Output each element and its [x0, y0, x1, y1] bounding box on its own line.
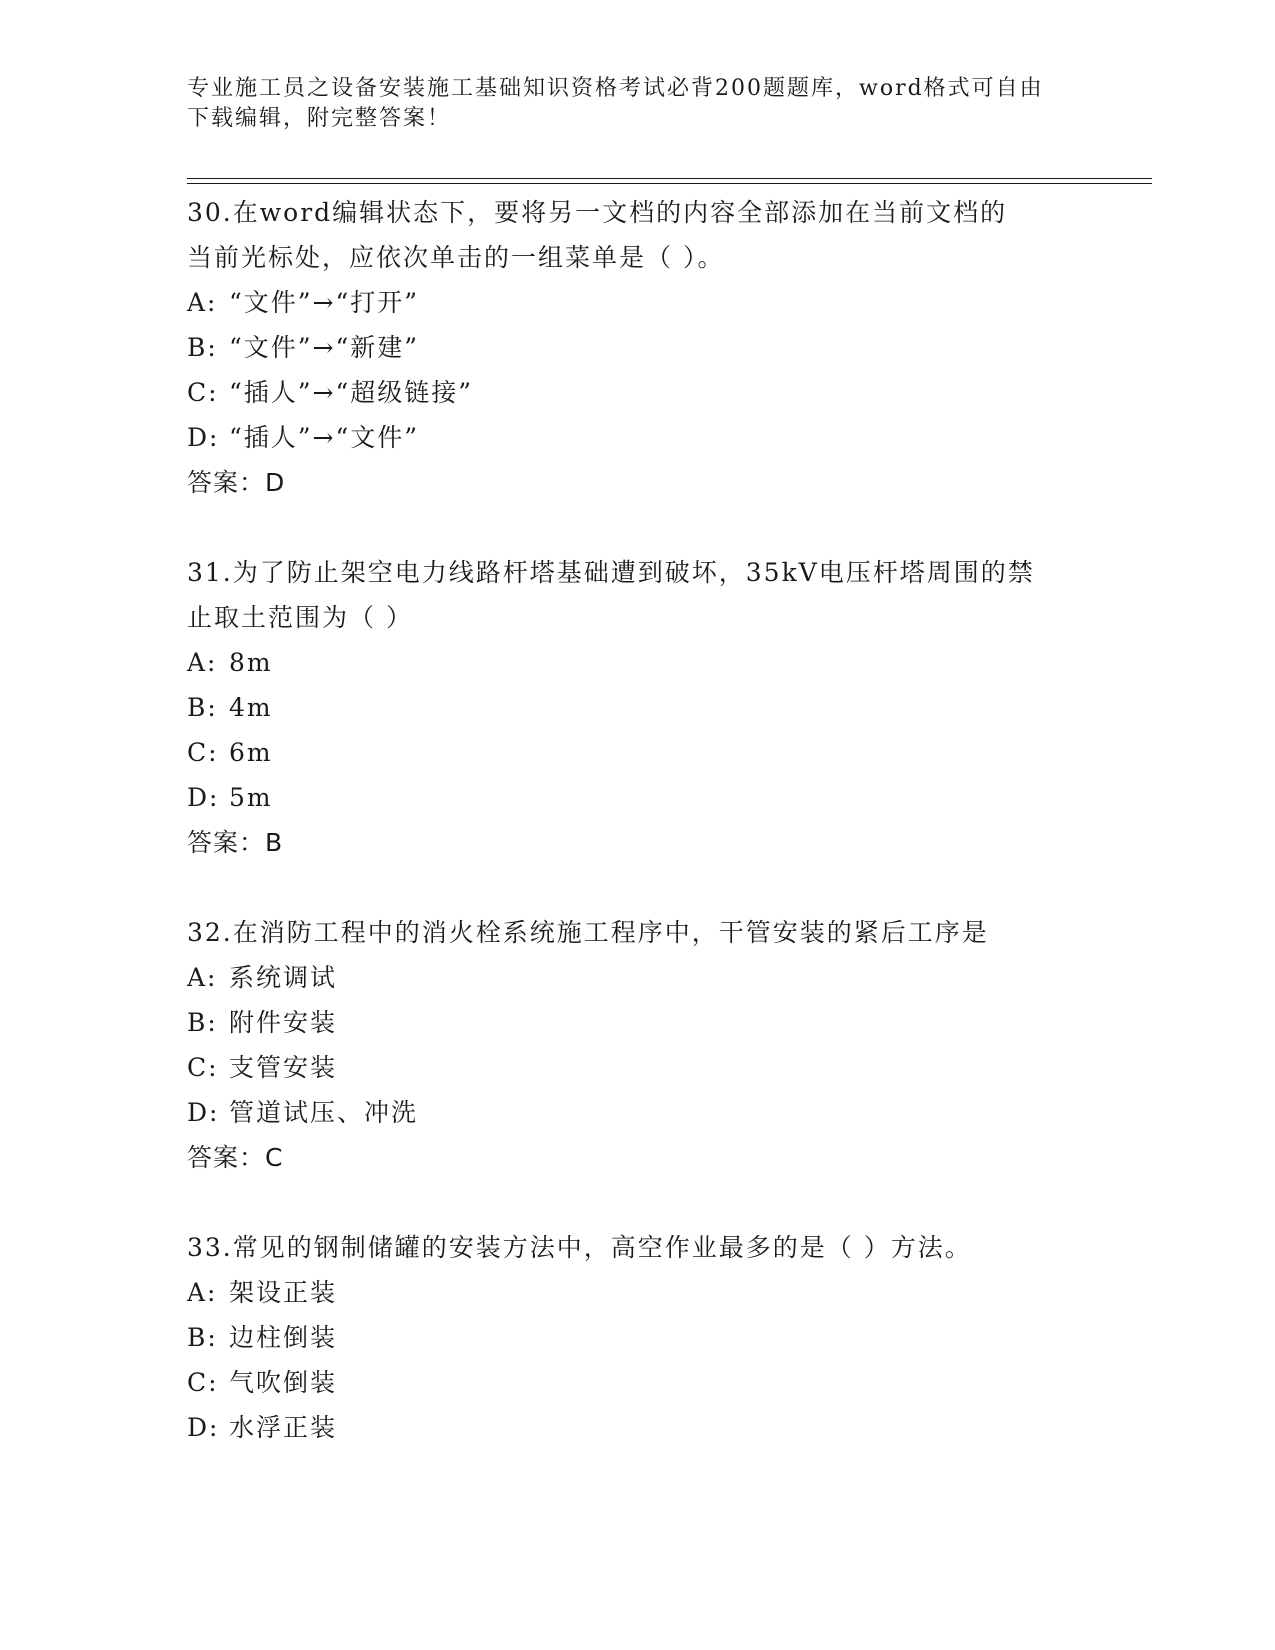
- option-key: D:: [187, 783, 220, 812]
- option-key: B:: [187, 1008, 218, 1037]
- option-b: [187, 325, 1087, 370]
- question-stem-line: 当前光标处，应依次单击的一组菜单是（ ）。: [187, 243, 725, 272]
- option-a: [187, 280, 1087, 325]
- option-key: B:: [187, 693, 218, 722]
- document-header: [187, 74, 1087, 134]
- option-key: D:: [187, 1098, 220, 1127]
- option-text: 系统调试: [229, 963, 338, 992]
- option-b: [187, 1315, 1087, 1360]
- option-key: A:: [187, 288, 218, 317]
- header-line-2: 下载编辑，附完整答案！: [187, 106, 452, 131]
- option-key: B:: [187, 333, 218, 362]
- option-d: [187, 1405, 1087, 1450]
- question-spacer: [187, 1180, 1087, 1225]
- option-key: A:: [187, 1278, 218, 1307]
- option-text: 支管安装: [229, 1053, 338, 1082]
- question-30: [187, 190, 1087, 505]
- header-double-rule: [187, 178, 1152, 184]
- option-key: C:: [187, 738, 219, 767]
- option-b: [187, 1000, 1087, 1045]
- question-stem-line: 31.为了防止架空电力线路杆塔基础遭到破坏，35kV电压杆塔周围的禁: [187, 558, 1035, 587]
- option-text: 5m: [229, 783, 273, 812]
- option-c: [187, 370, 1087, 415]
- option-text: 8m: [229, 648, 273, 677]
- question-spacer: [187, 865, 1087, 910]
- option-key: C:: [187, 378, 219, 407]
- answer-line: 答案：B: [187, 828, 284, 857]
- option-c: [187, 730, 1087, 775]
- option-key: C:: [187, 1053, 219, 1082]
- option-a: [187, 640, 1087, 685]
- option-text: “文件”→“打开”: [229, 288, 420, 317]
- header-line-1: 专业施工员之设备安装施工基础知识资格考试必背200题题库，word格式可自由: [187, 76, 1044, 101]
- option-b: [187, 685, 1087, 730]
- option-text: 气吹倒装: [229, 1368, 338, 1397]
- option-text: 边柱倒装: [229, 1323, 338, 1352]
- option-key: B:: [187, 1323, 218, 1352]
- option-c: [187, 1360, 1087, 1405]
- option-a: [187, 955, 1087, 1000]
- option-text: 6m: [229, 738, 273, 767]
- answer-line: 答案：C: [187, 1143, 284, 1172]
- option-c: [187, 1045, 1087, 1090]
- question-list: [187, 190, 1087, 1450]
- question-31: [187, 550, 1087, 865]
- option-key: D:: [187, 423, 220, 452]
- option-text: 水浮正装: [229, 1413, 338, 1442]
- option-d: [187, 1090, 1087, 1135]
- option-text: 管道试压、冲洗: [229, 1098, 419, 1127]
- option-text: 附件安装: [229, 1008, 338, 1037]
- option-key: C:: [187, 1368, 219, 1397]
- question-stem-line: 32.在消防工程中的消火栓系统施工程序中，干管安装的紧后工序是: [187, 918, 989, 947]
- question-32: [187, 910, 1087, 1180]
- question-stem-line: 33.常见的钢制储罐的安装方法中，高空作业最多的是（ ）方法。: [187, 1233, 972, 1262]
- answer-line: 答案：D: [187, 468, 286, 497]
- option-key: A:: [187, 963, 218, 992]
- option-text: 架设正装: [229, 1278, 338, 1307]
- option-key: D:: [187, 1413, 220, 1442]
- option-text: 4m: [229, 693, 273, 722]
- question-33: [187, 1225, 1087, 1450]
- option-d: [187, 415, 1087, 460]
- option-key: A:: [187, 648, 218, 677]
- question-spacer: [187, 505, 1087, 550]
- question-stem-line: 止取土范围为（ ）: [187, 603, 413, 632]
- option-text: “插人”→“超级链接”: [229, 378, 474, 407]
- option-a: [187, 1270, 1087, 1315]
- option-text: “插人”→“文件”: [229, 423, 420, 452]
- option-text: “文件”→“新建”: [229, 333, 420, 362]
- option-d: [187, 775, 1087, 820]
- question-stem-line: 30.在word编辑状态下，要将另一文档的内容全部添加在当前文档的: [187, 198, 1008, 227]
